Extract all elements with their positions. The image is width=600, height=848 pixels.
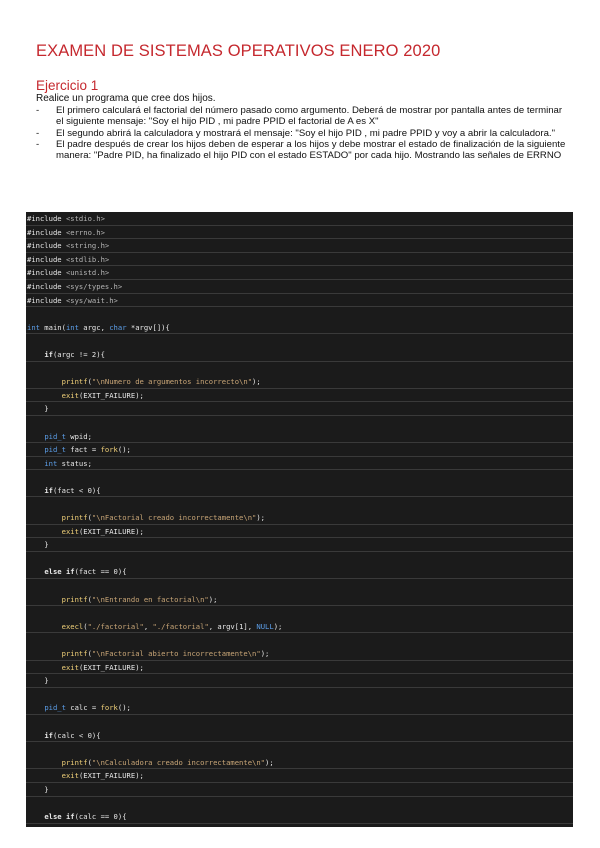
code-line: printf("\nFactorial abierto incorrectamente\n"); [26, 647, 573, 661]
bullet-dash: - [36, 138, 40, 150]
requirements-list [36, 105, 572, 161]
bullet-dash: - [36, 127, 40, 139]
code-line: #include <stdlib.h> [26, 253, 573, 267]
code-line [26, 497, 573, 511]
code-line: } [26, 538, 573, 552]
code-line [26, 362, 573, 376]
bullet-dash: - [36, 105, 40, 116]
code-line: int main(int argc, char *argv[]){ [26, 321, 573, 335]
code-line: exit(EXIT_FAILURE); [26, 525, 573, 539]
code-line: #include <stdio.h> [26, 212, 573, 226]
code-line: if(argc != 2){ [26, 348, 573, 362]
code-line [26, 715, 573, 729]
code-line [26, 307, 573, 321]
code-line: int status; [26, 457, 573, 471]
code-line [26, 416, 573, 430]
code-line: exit(EXIT_FAILURE); [26, 661, 573, 675]
code-line: pid_t wpid; [26, 430, 573, 444]
requirement-text: El primero calculará el factorial del número pasado como argumento. Deberá de mostrar por pantalla antes de terminar el siguiente mensaje: "Soy el hijo PID , mi padre PPID el factorial de A es X" [56, 105, 563, 128]
code-line [26, 334, 573, 348]
code-line: printf("\nFactorial creado incorrectamente\n"); [26, 511, 573, 525]
requirement-text: El padre después de crear los hijos deben de esperar a los hijos y debe mostrar el estado de finalización de la siguiente manera: "Padre PID, ha finalizado el hijo PID con el estado ESTADO" por cada hijo. Mostrando las señales de ERRNO [56, 138, 566, 162]
code-block [26, 212, 573, 827]
code-line: if(fact < 0){ [26, 484, 573, 498]
code-line: printf("\nEntrando en factorial\n"); [26, 593, 573, 607]
page-title: EXAMEN DE SISTEMAS OPERATIVOS ENERO 2020 [36, 42, 441, 60]
code-line: exit(EXIT_FAILURE); [26, 769, 573, 783]
code-line: printf("\nNumero de argumentos incorrecto\n"); [26, 375, 573, 389]
code-line: else if(fact == 0){ [26, 565, 573, 579]
code-line: #include <unistd.h> [26, 266, 573, 280]
code-line: } [26, 402, 573, 416]
code-line: #include <string.h> [26, 239, 573, 253]
code-line [26, 633, 573, 647]
requirement-text: El segundo abrirá la calculadora y mostrará el mensaje: "Soy el hijo PID , mi padre PPID y voy a abrir la calculadora." [56, 127, 555, 139]
code-line [26, 606, 573, 620]
code-line: else if(calc == 0){ [26, 810, 573, 824]
code-line: } [26, 783, 573, 797]
code-line: pid_t calc = fork(); [26, 701, 573, 715]
code-line: #include <errno.h> [26, 226, 573, 240]
code-line [26, 470, 573, 484]
code-line: execl("./factorial", "./factorial", argv[1], NULL); [26, 620, 573, 634]
code-line: } [26, 674, 573, 688]
code-line: #include <sys/wait.h> [26, 294, 573, 308]
requirement-item [36, 128, 572, 139]
code-line [26, 552, 573, 566]
code-line: #include <sys/types.h> [26, 280, 573, 294]
code-line [26, 579, 573, 593]
code-line [26, 688, 573, 702]
code-line: pid_t fact = fork(); [26, 443, 573, 457]
exercise-intro: Realice un programa que cree dos hijos. [36, 93, 216, 104]
code-line: if(calc < 0){ [26, 729, 573, 743]
code-line: printf("\nCalculadora creado incorrectamente\n"); [26, 756, 573, 770]
code-line [26, 797, 573, 811]
requirement-item [36, 139, 572, 162]
requirement-item [36, 105, 572, 128]
code-line [26, 742, 573, 756]
code-line: exit(EXIT_FAILURE); [26, 389, 573, 403]
exercise-heading: Ejercicio 1 [36, 78, 99, 93]
